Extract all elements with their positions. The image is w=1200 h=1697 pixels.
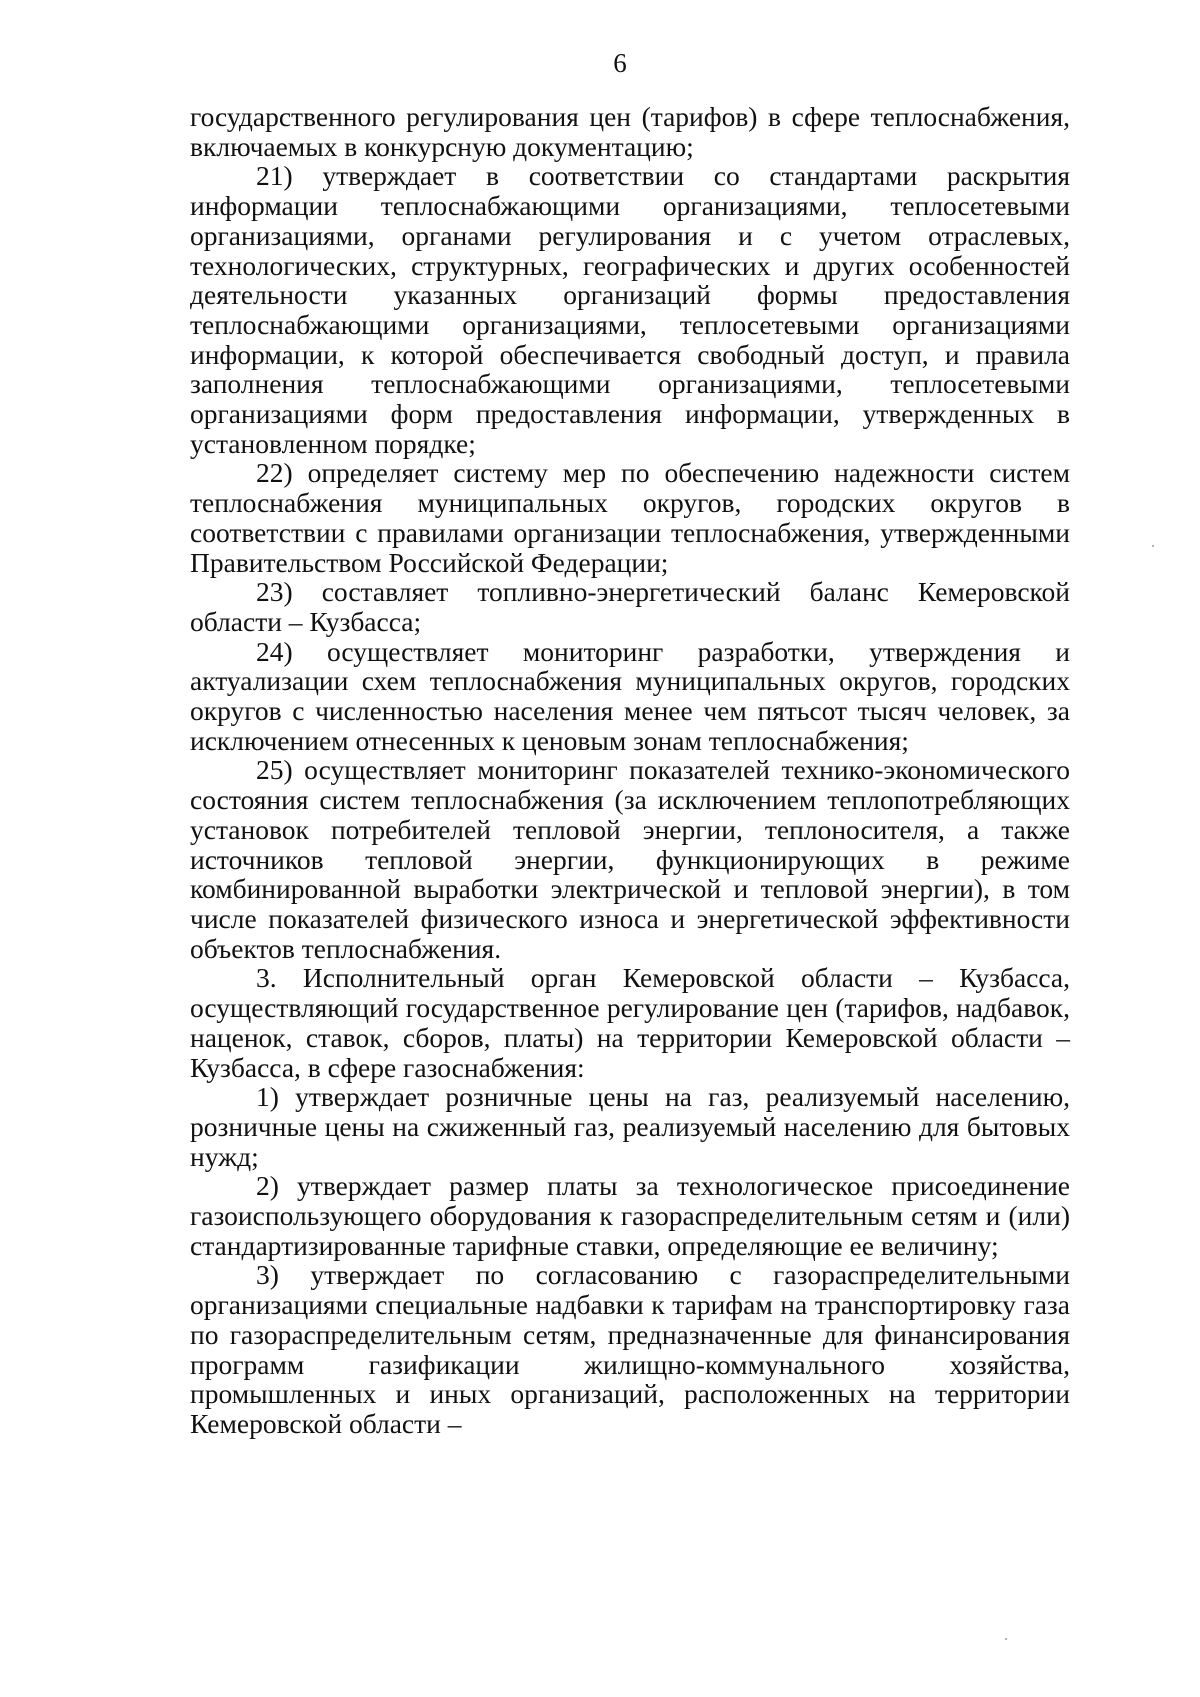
paragraph-subitem-3: 3) утверждает по согласованию с газораспределительными организациями специальные надбавки к тарифам на транспортировку газа по газораспределительным сетям, предназначенные для финансирования программ газификации жилищно-коммунального хозяйства, промышленных и иных организаций, расположенных на территории Кемеровской области –	[190, 1259, 1070, 1439]
paragraph-item-24: 24) осуществляет мониторинг разработки, утверждения и актуализации схем теплоснабжения муниципальных округов, городских округов с численностью населения менее чем пятьсот тысяч человек, за исключением отнесенных к ценовым зонам теплоснабжения;	[190, 635, 1070, 756]
paragraph-subitem-2: 2) утверждает размер платы за технологическое присоединение газоиспользующего оборудования к газораспределительным сетям и (или) стандартизированные тарифные ставки, определяющие ее величину;	[190, 1170, 1070, 1261]
document-body	[190, 102, 1070, 1439]
paragraph-section-3: 3. Исполнительный орган Кемеровской области – Кузбасса, осуществляющий государственное регулирование цен (тарифов, надбавок, наценок, ставок, сборов, платы) на территории Кемеровской области – Кузбасса, в сфере газоснабжения:	[190, 962, 1070, 1083]
paragraph-item-22: 22) определяет систему мер по обеспечению надежности систем теплоснабжения муниципальных округов, городских округов в соответствии с правилами организации теплоснабжения, утвержденными Правительством Российской Федерации;	[190, 457, 1070, 578]
paragraph-subitem-1: 1) утверждает розничные цены на газ, реализуемый населению, розничные цены на сжиженный газ, реализуемый населению для бытовых нужд;	[190, 1081, 1070, 1172]
scan-speck	[1152, 545, 1154, 547]
scan-speck	[1005, 1638, 1007, 1640]
page-number: 6	[613, 48, 627, 78]
paragraph-item-23: 23) составляет топливно-энергетический баланс Кемеровской области – Кузбасса;	[190, 576, 1070, 637]
paragraph-item-21: 21) утверждает в соответствии со стандартами раскрытия информации теплоснабжающими организациями, теплосетевыми организациями, органами регулирования и с учетом отраслевых, технологических, структурных, географических и других особенностей деятельности указанных организаций формы предоставления теплоснабжающими организациями, теплосетевыми организациями информации, к которой обеспечивается свободный доступ, и правила заполнения теплоснабжающими организациями, теплосетевыми организациями форм предоставления информации, утвержденных в установленном порядке;	[190, 160, 1070, 459]
paragraph-continuation: государственного регулирования цен (тарифов) в сфере теплоснабжения, включаемых в конкурсную документацию;	[190, 101, 1070, 162]
paragraph-item-25: 25) осуществляет мониторинг показателей технико-экономического состояния систем теплоснабжения (за исключением теплопотребляющих установок потребителей тепловой энергии, теплоносителя, а также источников тепловой энергии, функционирующих в режиме комбинированной выработки электрической и тепловой энергии), в том числе показателей физического износа и энергетической эффективности объектов теплоснабжения.	[190, 754, 1070, 964]
